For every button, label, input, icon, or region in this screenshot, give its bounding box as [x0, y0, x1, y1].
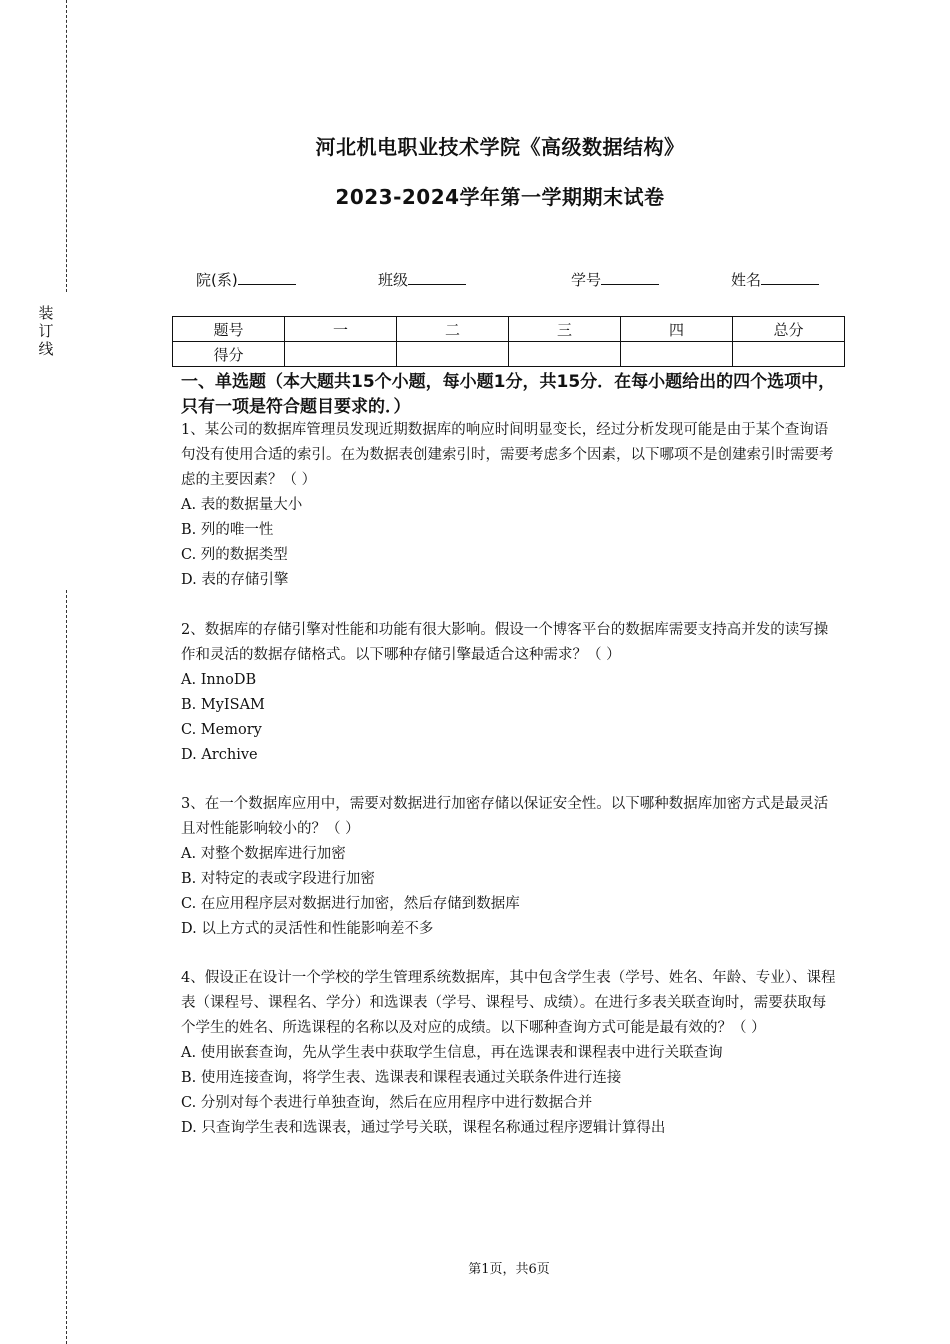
exam-title: 河北机电职业技术学院《高级数据结构》	[315, 135, 685, 159]
name-label: 姓名	[731, 271, 762, 289]
binding-label-char: 订	[38, 322, 54, 340]
score-table-header-cell: 三	[509, 317, 621, 342]
score-cell[interactable]	[509, 342, 621, 367]
student-info-row	[0, 269, 950, 291]
question-option[interactable]: D. 以上方式的灵活性和性能影响差不多	[181, 921, 434, 937]
binding-label	[37, 304, 55, 358]
question-stem: 4、假设正在设计一个学校的学生管理系统数据库，其中包含学生表（学号、姓名、年龄、专业）、课程表（课程号、课程名、学分）和选课表（学号、课程号、成绩）。在进行多表关联查询时，需要获取每个学生的姓名、所选课程的名称以及对应的成绩。以下哪种查询方式可能是最有效的？（ ）	[181, 970, 836, 1036]
score-cell[interactable]	[733, 342, 845, 367]
exam-subtitle: 2023-2024学年第一学期期末试卷	[335, 185, 665, 209]
question-option[interactable]: C. Memory	[181, 722, 262, 738]
binding-line-bottom	[66, 590, 67, 1344]
score-table-header-cell: 二	[397, 317, 509, 342]
question-option[interactable]: A. 表的数据量大小	[181, 497, 303, 513]
score-table-header-cell: 题号	[173, 317, 285, 342]
department-field[interactable]	[196, 269, 296, 290]
score-table-header-cell: 总分	[733, 317, 845, 342]
question-option[interactable]: B. MyISAM	[181, 697, 265, 713]
question-option[interactable]: C. 分别对每个表进行单独查询，然后在应用程序中进行数据合并	[181, 1095, 593, 1111]
question-option[interactable]: D. 表的存储引擎	[181, 572, 289, 588]
question-option[interactable]: C. 列的数据类型	[181, 547, 288, 563]
question-stem: 1、某公司的数据库管理员发现近期数据库的响应时间明显变长，经过分析发现可能是由于某个查询语句没有使用合适的索引。在为数据表创建索引时，需要考虑多个因素，以下哪项不是创建索引时需要考虑的主要因素？（ ）	[181, 422, 834, 488]
score-cell[interactable]	[621, 342, 733, 367]
question-2	[181, 618, 839, 768]
question-stem: 2、数据库的存储引擎对性能和功能有很大影响。假设一个博客平台的数据库需要支持高并发的读写操作和灵活的数据存储格式。以下哪种存储引擎最适合这种需求？（ ）	[181, 622, 829, 663]
question-option[interactable]: A. InnoDB	[181, 672, 257, 688]
score-cell[interactable]	[397, 342, 509, 367]
score-row-label: 得分	[173, 342, 285, 367]
question-4	[181, 966, 839, 1141]
question-option[interactable]: C. 在应用程序层对数据进行加密，然后存储到数据库	[181, 896, 520, 912]
section-heading: 一、单选题（本大题共15个小题，每小题1分，共15分．在每小题给出的四个选项中，只有一项是符合题目要求的．）	[181, 372, 836, 417]
class-field[interactable]	[378, 269, 466, 290]
score-cell[interactable]	[285, 342, 397, 367]
name-field[interactable]	[731, 269, 819, 290]
question-option[interactable]: B. 列的唯一性	[181, 522, 274, 538]
question-option[interactable]: D. Archive	[181, 747, 258, 763]
binding-label-char: 装	[38, 304, 54, 322]
question-option[interactable]: A. 对整个数据库进行加密	[181, 846, 346, 862]
score-table-header-cell: 四	[621, 317, 733, 342]
department-blank[interactable]	[238, 270, 296, 285]
score-table-header-cell: 一	[285, 317, 397, 342]
score-table-header-row	[173, 317, 845, 342]
page-footer: 第1页，共6页	[468, 1262, 550, 1277]
department-label: 院(系)	[196, 271, 238, 289]
class-blank[interactable]	[408, 270, 466, 285]
name-blank[interactable]	[761, 270, 819, 285]
student-id-label: 学号	[571, 271, 602, 289]
question-option[interactable]: A. 使用嵌套查询，先从学生表中获取学生信息，再在选课表和课程表中进行关联查询	[181, 1045, 723, 1061]
question-option[interactable]: B. 使用连接查询，将学生表、选课表和课程表通过关联条件进行连接	[181, 1070, 622, 1086]
class-label: 班级	[378, 271, 409, 289]
student-id-field[interactable]	[571, 269, 659, 290]
question-option[interactable]: D. 只查询学生表和选课表，通过学号关联，课程名称通过程序逻辑计算得出	[181, 1120, 666, 1136]
question-option[interactable]: B. 对特定的表或字段进行加密	[181, 871, 375, 887]
question-stem: 3、在一个数据库应用中，需要对数据进行加密存储以保证安全性。以下哪种数据库加密方式是最灵活且对性能影响较小的？（ ）	[181, 796, 829, 837]
question-3	[181, 792, 839, 942]
score-table	[172, 316, 845, 367]
question-1	[181, 418, 839, 593]
binding-label-char: 线	[38, 340, 54, 358]
score-table-score-row	[173, 342, 845, 367]
student-id-blank[interactable]	[601, 270, 659, 285]
